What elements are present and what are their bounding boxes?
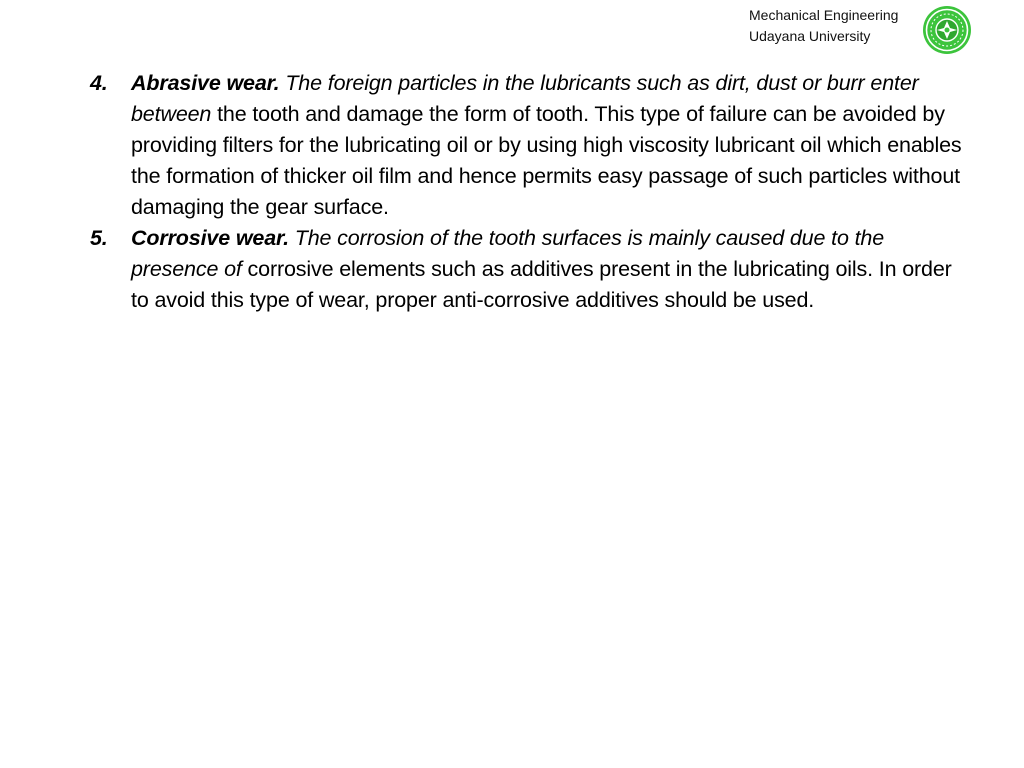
item-body-text: corrosive elements such as additives present in the lubricating oils. In order to avoid this type of wear, proper anti-corrosive additives should be used. — [131, 257, 952, 312]
header-affiliation — [749, 5, 898, 47]
university-seal-icon — [922, 5, 972, 55]
list-item-corrosive-wear — [90, 223, 970, 316]
item-italic-text: The foreign particles in the lubricants such as dirt, dust or burr enter between — [131, 71, 919, 126]
item-text — [131, 223, 970, 316]
item-text — [131, 68, 970, 223]
item-italic-text: The corrosion of the tooth surfaces is mainly caused due to the presence of — [131, 226, 885, 281]
list-item-abrasive-wear — [90, 68, 970, 223]
header-university: Udayana University — [749, 28, 871, 44]
wear-types-list — [90, 68, 970, 316]
header-department: Mechanical Engineering — [749, 7, 899, 23]
item-body-text: the tooth and damage the form of tooth. This type of failure can be avoided by providing filters for the lubricating oil or by using high viscosity lubricant oil which enables the formation of thicker oil film and hence permits easy passage of such particles without damaging the gear surface. — [131, 102, 962, 219]
item-term: Abrasive wear. — [131, 71, 280, 95]
item-number: 4. — [90, 71, 108, 95]
item-number: 5. — [90, 226, 108, 250]
item-term: Corrosive wear. — [131, 226, 289, 250]
